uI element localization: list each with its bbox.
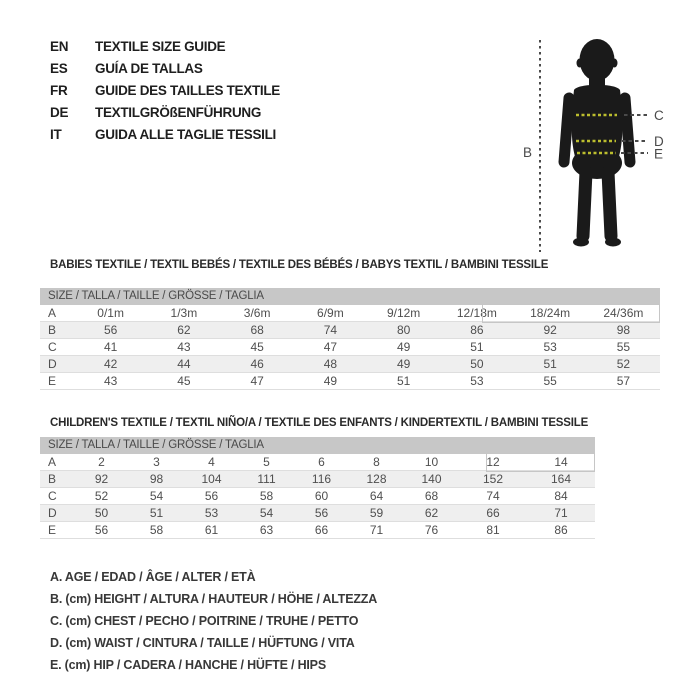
table-cell: 51 [543,357,557,371]
table-cell: 49 [323,374,338,388]
table-cell: 164 [550,472,572,486]
table-cell: 53 [204,506,219,520]
table-row [40,522,595,539]
babies-size-table [40,288,660,390]
table-cell: 10 [424,455,439,469]
table-cell: 14 [554,455,568,469]
table-cell: 4 [208,455,215,469]
size-header-row: SIZE / TALLA / TAILLE / GRÖSSE / TAGLIA [40,288,660,305]
table-cell: 80 [396,323,411,337]
table-cell: 54 [149,489,164,503]
table-cell: 55 [616,340,631,354]
table-cell: 62 [424,506,439,520]
table-row [40,305,660,322]
table-cell: 86 [554,523,568,537]
row-label: A [48,455,57,469]
table-cell: 45 [177,374,191,388]
table-cell: 84 [554,489,568,503]
table-cell: 2 [98,455,105,469]
table-cell: 43 [103,374,118,388]
table-cell: 51 [396,374,411,388]
legend-item-age: A. AGE / EDAD / ÂGE / ALTER / ETÀ [50,570,256,584]
table-cell: 51 [470,340,484,354]
table-cell: 3 [153,455,160,469]
table-cell: 54 [259,506,274,520]
legend-item-hip: E. (cm) HIP / CADERA / HANCHE / HÜFTE / HIPS [50,658,326,672]
table-cell: 140 [421,472,442,486]
row-label: C [48,489,57,503]
child-silhouette-diagram [520,22,700,258]
table-cell: 1/3m [170,306,198,320]
table-cell: 47 [250,374,264,388]
table-cell: 152 [482,472,504,486]
table-cell: 59 [369,506,384,520]
language-code: IT [50,127,62,142]
table-cell: 53 [543,340,557,354]
table-row [40,471,595,488]
guide-title: GUÍA DE TALLAS [95,61,203,76]
table-cell: 63 [259,523,274,537]
table-cell: 57 [616,374,631,388]
language-row [50,58,280,80]
table-cell: 56 [204,489,219,503]
table-cell: 64 [369,489,384,503]
table-cell: 51 [149,506,164,520]
table-cell: 58 [259,489,274,503]
table-row [40,356,660,373]
table-cell: 61 [204,523,219,537]
language-row [50,80,280,102]
table-cell: 45 [250,340,264,354]
language-code: DE [50,105,69,120]
row-label: B [48,323,57,337]
row-label: E [48,374,57,388]
table-cell: 52 [616,357,631,371]
table-cell: 53 [470,374,484,388]
row-label: B [48,472,57,486]
language-code: EN [50,39,69,54]
language-row [50,124,280,146]
table-cell: 3/6m [243,306,271,320]
guide-title: GUIDA ALLE TAGLIE TESSILI [95,127,276,142]
table-cell: 68 [424,489,439,503]
table-cell: 74 [323,323,338,337]
table-cell: 66 [486,506,500,520]
table-cell: 92 [94,472,109,486]
child-silhouette [564,39,630,247]
row-label: C [48,340,57,354]
table-cell: 41 [103,340,118,354]
table-cell: 50 [470,357,484,371]
size-header-row: SIZE / TALLA / TAILLE / GRÖSSE / TAGLIA [40,437,595,454]
table-cell: 66 [314,523,329,537]
language-title-list [50,36,280,146]
table-cell: 62 [177,323,191,337]
table-row [40,488,595,505]
table-row [40,505,595,522]
table-cell: 92 [543,323,557,337]
table-cell: 9/12m [386,306,421,320]
table-cell: 50 [94,506,109,520]
table-cell: 98 [149,472,164,486]
table-cell: 0/1m [97,306,124,320]
language-code: ES [50,61,68,76]
table-cell: 86 [470,323,484,337]
table-cell: 12 [486,455,500,469]
table-cell: 98 [616,323,631,337]
table-cell: 116 [311,472,332,486]
table-cell: 58 [149,523,164,537]
language-code: FR [50,83,68,98]
legend-item-height: B. (cm) HEIGHT / ALTURA / HAUTEUR / HÖHE / ALTEZZA [50,592,378,606]
table-cell: 6 [318,455,325,469]
table-cell: 68 [250,323,264,337]
children-size-table [40,437,595,539]
table-cell: 56 [94,523,109,537]
table-row [40,339,660,356]
table-row [40,322,660,339]
table-cell: 24/36m [603,306,644,320]
table-cell: 56 [103,323,118,337]
table-cell: 81 [486,523,500,537]
table-cell: 71 [554,506,568,520]
waist-label: D [654,134,664,149]
table-cell: 49 [396,340,411,354]
table-cell: 128 [366,472,387,486]
table-cell: 104 [201,472,222,486]
hip-label: E [654,146,664,162]
table-cell: 55 [543,374,557,388]
table-cell: 56 [314,506,329,520]
table-cell: 74 [486,489,500,503]
table-cell: 18/24m [530,306,571,320]
row-label: E [48,523,57,537]
table-cell: 60 [314,489,329,503]
table-cell: 46 [250,357,264,371]
table-cell: 52 [94,489,109,503]
table-row [40,373,660,390]
measurement-figure [520,22,700,258]
table-cell: 12/18m [456,306,497,320]
row-label: D [48,357,57,371]
table-cell: 76 [424,523,439,537]
row-label: A [48,306,57,320]
guide-title: TEXTILGRÖßENFÜHRUNG [95,105,262,120]
table-cell: 71 [369,523,384,537]
children-section-title: CHILDREN'S TEXTILE / TEXTIL NIÑO/A / TEXTILE DES ENFANTS / KINDERTEXTIL / BAMBINI TESSILE [50,417,589,429]
row-label: D [48,506,57,520]
table-cell: 49 [396,357,411,371]
table-cell: 44 [177,357,191,371]
babies-section-title: BABIES TEXTILE / TEXTIL BEBÉS / TEXTILE DES BÉBÉS / BABYS TEXTIL / BAMBINI TESSILE [50,259,549,271]
legend-item-waist: D. (cm) WAIST / CINTURA / TAILLE / HÜFTUNG / VITA [50,636,355,650]
table-cell: 111 [257,472,276,486]
chest-label: C [654,108,664,123]
table-cell: 5 [263,455,270,469]
table-cell: 47 [323,340,338,354]
measurement-legend [50,566,377,676]
language-row [50,36,280,58]
table-row [40,454,595,471]
language-row [50,102,280,124]
guide-title: GUIDE DES TAILLES TEXTILE [95,83,281,98]
table-cell: 43 [177,340,191,354]
table-cell: 8 [373,455,380,469]
guide-title: TEXTILE SIZE GUIDE [95,39,226,54]
height-label: B [523,145,533,160]
legend-item-chest: C. (cm) CHEST / PECHO / POITRINE / TRUHE / PETTO [50,614,359,628]
table-cell: 42 [103,357,118,371]
table-cell: 6/9m [317,306,344,320]
table-cell: 48 [323,357,338,371]
